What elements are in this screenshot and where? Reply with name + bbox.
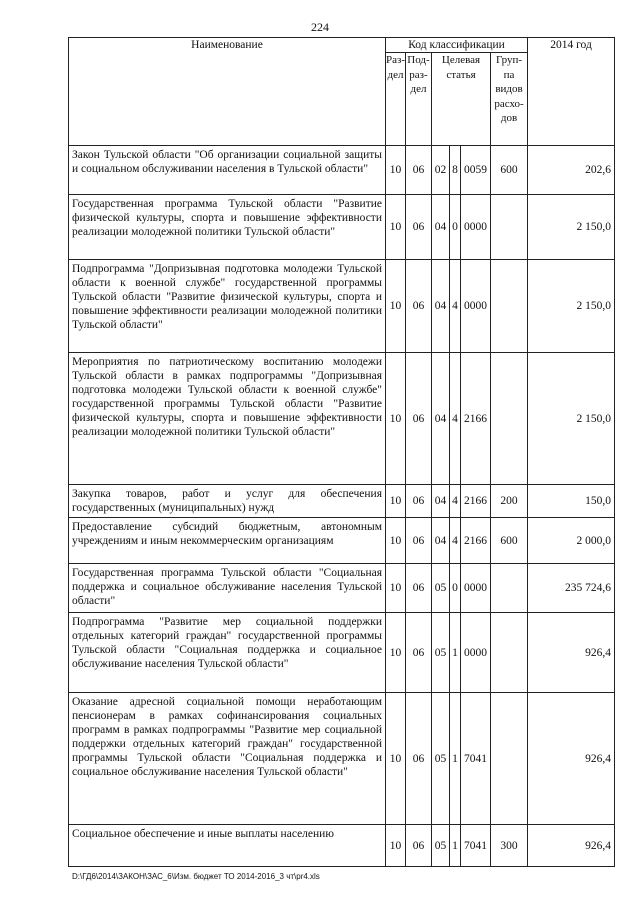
row-subsection: 06 [406, 146, 432, 195]
row-amount: 150,0 [528, 485, 615, 518]
table-row [69, 518, 615, 564]
table-row [69, 693, 615, 825]
row-amount: 926,4 [528, 613, 615, 693]
table-row [69, 353, 615, 485]
row-section: 10 [386, 693, 406, 825]
row-section: 10 [386, 518, 406, 564]
header-name: Наименование [69, 38, 386, 146]
row-expense-group: 600 [491, 518, 528, 564]
row-target-part3: 0000 [461, 260, 491, 353]
row-target-part3: 2166 [461, 353, 491, 485]
row-target-part1: 05 [432, 693, 450, 825]
row-name: Закон Тульской области "Об организации социальной защиты и социальном обслуживании населения в Тульской области" [69, 146, 386, 195]
row-section: 10 [386, 353, 406, 485]
table-row [69, 485, 615, 518]
row-target-part3: 0000 [461, 195, 491, 260]
row-expense-group: 300 [491, 825, 528, 867]
row-expense-group: 600 [491, 146, 528, 195]
row-name: Государственная программа Тульской области "Социальная поддержка и социальное обслуживание населения Тульской области" [69, 564, 386, 613]
row-section: 10 [386, 613, 406, 693]
row-target-part3: 2166 [461, 518, 491, 564]
table-row [69, 825, 615, 867]
row-expense-group [491, 353, 528, 485]
row-amount: 2 000,0 [528, 518, 615, 564]
row-target-part2: 1 [450, 825, 461, 867]
row-target-part1: 04 [432, 485, 450, 518]
row-expense-group [491, 260, 528, 353]
row-expense-group [491, 195, 528, 260]
row-target-part1: 02 [432, 146, 450, 195]
row-section: 10 [386, 195, 406, 260]
header-section: Раз-дел [386, 53, 406, 146]
row-target-part3: 7041 [461, 825, 491, 867]
row-name: Предоставление субсидий бюджетным, автономным учреждениям и иным некоммерческим организациям [69, 518, 386, 564]
header-year: 2014 год [528, 38, 615, 146]
row-section: 10 [386, 260, 406, 353]
row-target-part2: 8 [450, 146, 461, 195]
header-target: Целевая статья [432, 53, 491, 146]
row-subsection: 06 [406, 564, 432, 613]
row-amount: 926,4 [528, 693, 615, 825]
row-name: Подпрограмма "Развитие мер социальной поддержки отдельных категорий граждан" государственной программы Тульской области "Социальная поддержка и социальное обслуживание населения Тульской области" [69, 613, 386, 693]
file-path-footer: D:\ГД6\2014\ЗАКОН\ЗАС_6\Изм. бюджет ТО 2014-2016_3 чт\pr4.xls [72, 872, 320, 881]
row-target-part2: 0 [450, 195, 461, 260]
row-section: 10 [386, 146, 406, 195]
row-target-part2: 1 [450, 613, 461, 693]
row-target-part2: 0 [450, 564, 461, 613]
row-expense-group [491, 613, 528, 693]
row-expense-group [491, 693, 528, 825]
table-row [69, 146, 615, 195]
row-target-part1: 05 [432, 825, 450, 867]
header-classification: Код классификации [386, 38, 528, 53]
row-amount: 2 150,0 [528, 195, 615, 260]
row-target-part2: 1 [450, 693, 461, 825]
row-section: 10 [386, 825, 406, 867]
row-target-part2: 4 [450, 518, 461, 564]
row-target-part2: 4 [450, 260, 461, 353]
header-group: Груп-па видов расхо-дов [491, 53, 528, 146]
header-subsection: Под-раз-дел [406, 53, 432, 146]
row-target-part1: 04 [432, 353, 450, 485]
row-target-part2: 4 [450, 353, 461, 485]
row-subsection: 06 [406, 195, 432, 260]
row-target-part1: 04 [432, 195, 450, 260]
row-target-part1: 05 [432, 613, 450, 693]
row-amount: 2 150,0 [528, 260, 615, 353]
table-row [69, 613, 615, 693]
row-subsection: 06 [406, 353, 432, 485]
row-target-part1: 05 [432, 564, 450, 613]
row-target-part3: 0059 [461, 146, 491, 195]
row-subsection: 06 [406, 260, 432, 353]
row-target-part3: 7041 [461, 693, 491, 825]
row-name: Оказание адресной социальной помощи неработающим пенсионерам в рамках софинансирования социальных программ в рамках подпрограммы "Развитие мер социальной поддержки отдельных категорий граждан" государственной программы Тульской области "Социальная поддержка и социальное обслуживание населения Тульской области" [69, 693, 386, 825]
row-target-part2: 4 [450, 485, 461, 518]
page-number: 224 [311, 20, 329, 34]
row-name: Закупка товаров, работ и услуг для обеспечения государственных (муниципальных) нужд [69, 485, 386, 518]
row-target-part3: 0000 [461, 613, 491, 693]
row-name: Подпрограмма "Допризывная подготовка молодежи Тульской области к военной службе" государственной программы Тульской области "Развитие физической культуры, спорта и повышение эффективности реализации молодежной политики Тульской области" [69, 260, 386, 353]
row-subsection: 06 [406, 613, 432, 693]
row-amount: 235 724,6 [528, 564, 615, 613]
row-target-part3: 2166 [461, 485, 491, 518]
row-amount: 202,6 [528, 146, 615, 195]
table-row [69, 260, 615, 353]
row-target-part1: 04 [432, 518, 450, 564]
row-subsection: 06 [406, 518, 432, 564]
row-target-part3: 0000 [461, 564, 491, 613]
row-subsection: 06 [406, 485, 432, 518]
row-target-part1: 04 [432, 260, 450, 353]
row-amount: 926,4 [528, 825, 615, 867]
table-row [69, 564, 615, 613]
row-name: Социальное обеспечение и иные выплаты населению [69, 825, 386, 867]
table-row [69, 195, 615, 260]
row-name: Государственная программа Тульской области "Развитие физической культуры, спорта и повышение эффективности реализации молодежной политики Тульской области" [69, 195, 386, 260]
row-expense-group: 200 [491, 485, 528, 518]
row-section: 10 [386, 564, 406, 613]
row-expense-group [491, 564, 528, 613]
row-amount: 2 150,0 [528, 353, 615, 485]
row-subsection: 06 [406, 693, 432, 825]
row-section: 10 [386, 485, 406, 518]
row-subsection: 06 [406, 825, 432, 867]
budget-table [68, 37, 615, 867]
row-name: Мероприятия по патриотическому воспитанию молодежи Тульской области в рамках подпрограммы "Допризывная подготовка молодежи Тульской области к военной службе" государственной программы Тульской области "Развитие физической культуры, спорта и повышение эффективности реализации молодежной политики Тульской области" [69, 353, 386, 485]
